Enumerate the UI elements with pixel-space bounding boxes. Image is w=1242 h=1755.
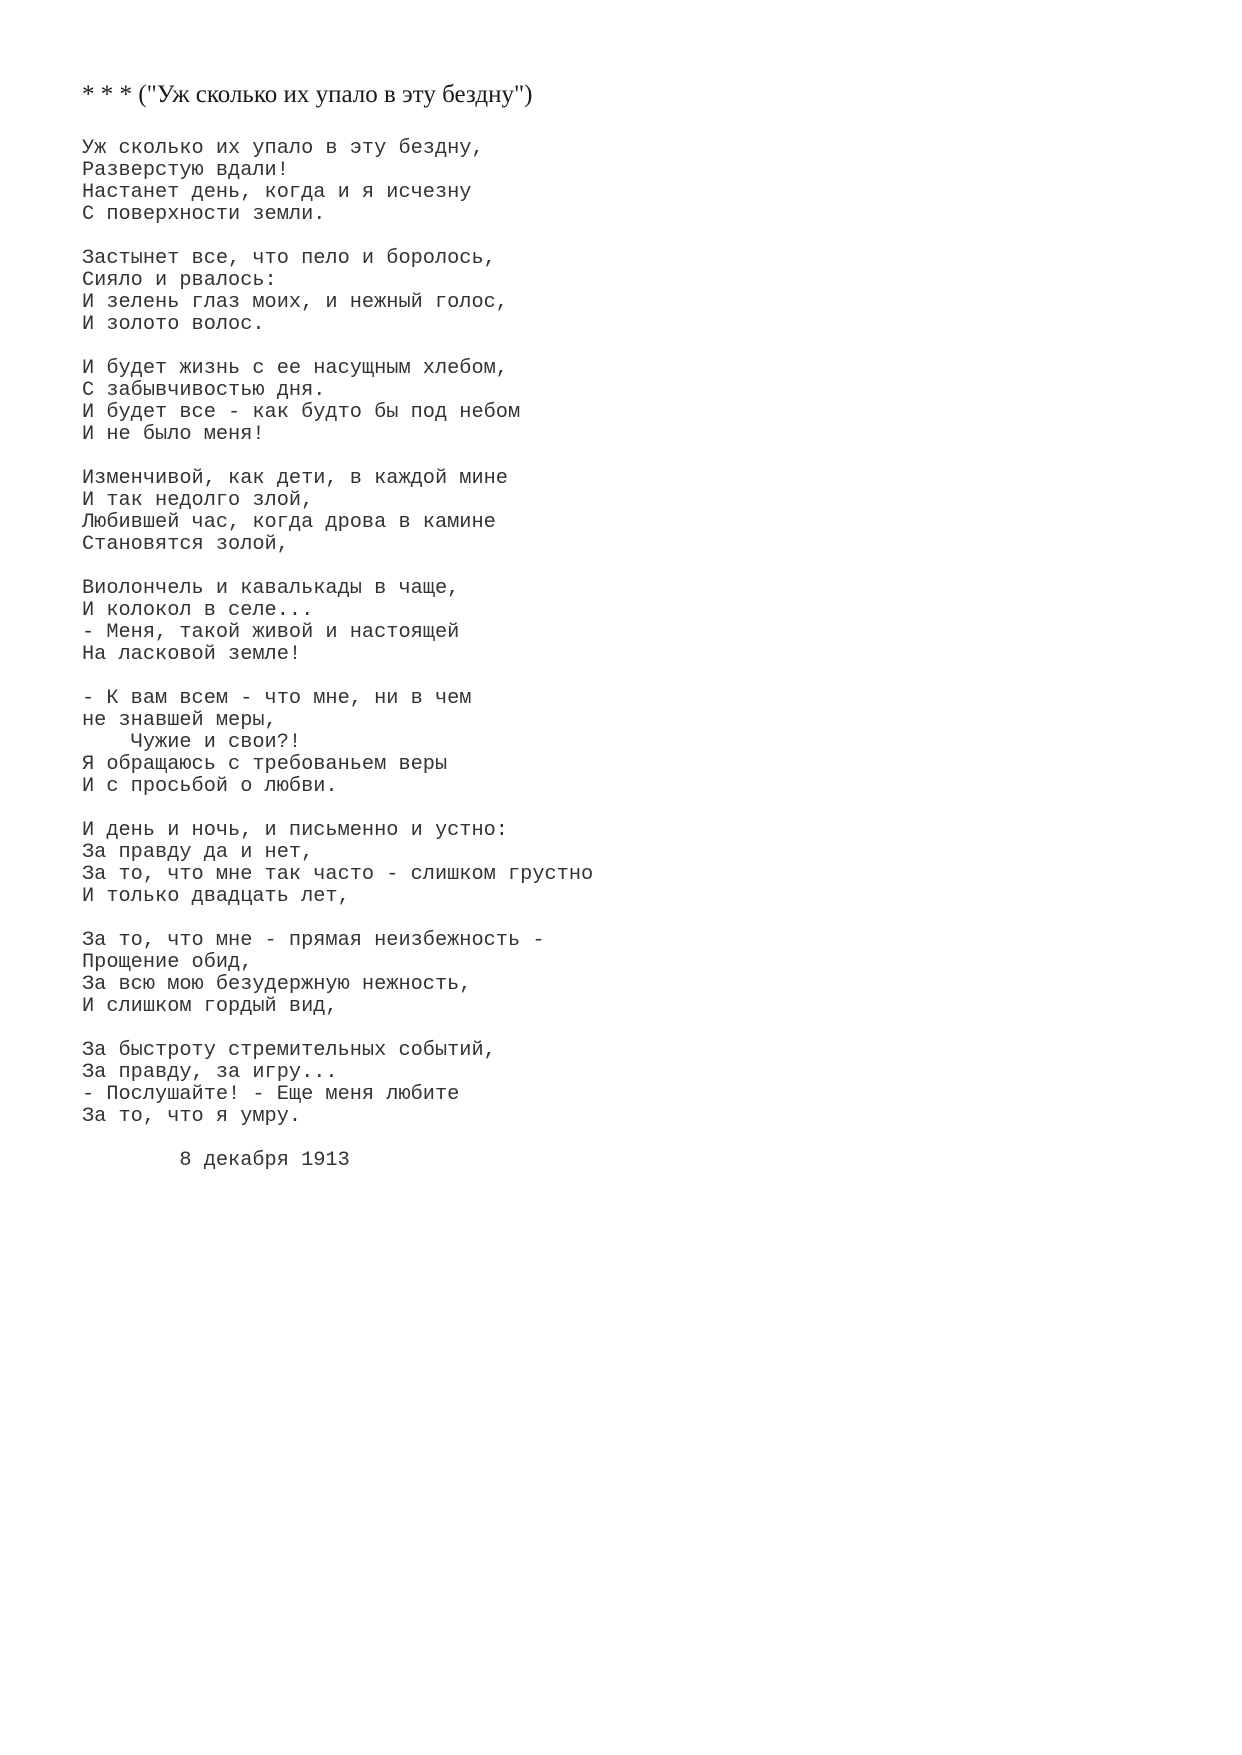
poem-line: И с просьбой о любви. — [82, 775, 338, 798]
poem-line: И золото волос. — [82, 313, 265, 336]
poem-line: С забывчивостью дня. — [82, 379, 326, 402]
poem-line: С поверхности земли. — [82, 203, 326, 226]
poem-line: И колокол в селе... — [82, 599, 314, 622]
poem-line: - Меня, такой живой и настоящей — [82, 621, 460, 644]
poem-line: Разверстую вдали! — [82, 159, 289, 182]
poem-line: не знавшей меры, — [82, 709, 277, 732]
poem-body — [82, 138, 593, 1128]
poem-stanza — [82, 578, 593, 666]
poem-line: За то, что мне так часто - слишком грустно — [82, 863, 594, 886]
poem-line: - Послушайте! - Еще меня любите — [82, 1083, 460, 1106]
poem-line: И не было меня! — [82, 423, 265, 446]
poem-line: Застынет все, что пело и боролось, — [82, 247, 496, 270]
poem-line: И зелень глаз моих, и нежный голос, — [82, 291, 508, 314]
poem-line: Изменчивой, как дети, в каждой мине — [82, 467, 508, 490]
poem-line: Виолончель и кавалькады в чаще, — [82, 577, 460, 600]
poem-line: И будет все - как будто бы под небом — [82, 401, 521, 424]
poem-line: И так недолго злой, — [82, 489, 314, 512]
poem-line: Настанет день, когда и я исчезну — [82, 181, 472, 204]
poem-line: За всю мою безудержную нежность, — [82, 973, 472, 996]
poem-line: Чужие и свои?! — [82, 731, 302, 754]
poem-line: Уж сколько их упало в эту бездну, — [82, 137, 484, 160]
poem-line: Я обращаюсь с требованьем веры — [82, 753, 448, 776]
poem-stanza — [82, 688, 593, 798]
poem-line: Любившей час, когда дрова в камине — [82, 511, 496, 534]
poem-line: За то, что мне - прямая неизбежность - — [82, 929, 545, 952]
poem-line: Прощение обид, — [82, 951, 253, 974]
poem-stanza — [82, 1040, 593, 1128]
poem-line: - К вам всем - что мне, ни в чем — [82, 687, 472, 710]
poem-title: * * * ("Уж сколько их упало в эту бездну") — [82, 81, 533, 108]
poem-line: И слишком гордый вид, — [82, 995, 338, 1018]
poem-line: И день и ночь, и письменно и устно: — [82, 819, 508, 842]
poem-stanza — [82, 468, 593, 556]
poem-stanza — [82, 138, 593, 226]
poem-stanza — [82, 820, 593, 908]
poem-stanza — [82, 358, 593, 446]
poem-line: За то, что я умру. — [82, 1105, 302, 1128]
poem-stanza — [82, 930, 593, 1018]
poem-line: За правду, за игру... — [82, 1061, 338, 1084]
poem-stanza — [82, 248, 593, 336]
poem-line: И только двадцать лет, — [82, 885, 350, 908]
poem-line: Становятся золой, — [82, 533, 289, 556]
poem-line: На ласковой земле! — [82, 643, 302, 666]
poem-line: Сияло и рвалось: — [82, 269, 277, 292]
poem-line: И будет жизнь с ее насущным хлебом, — [82, 357, 508, 380]
poem-line: За быстроту стремительных событий, — [82, 1039, 496, 1062]
poem-date: 8 декабря 1913 — [82, 1149, 350, 1172]
poem-line: За правду да и нет, — [82, 841, 314, 864]
